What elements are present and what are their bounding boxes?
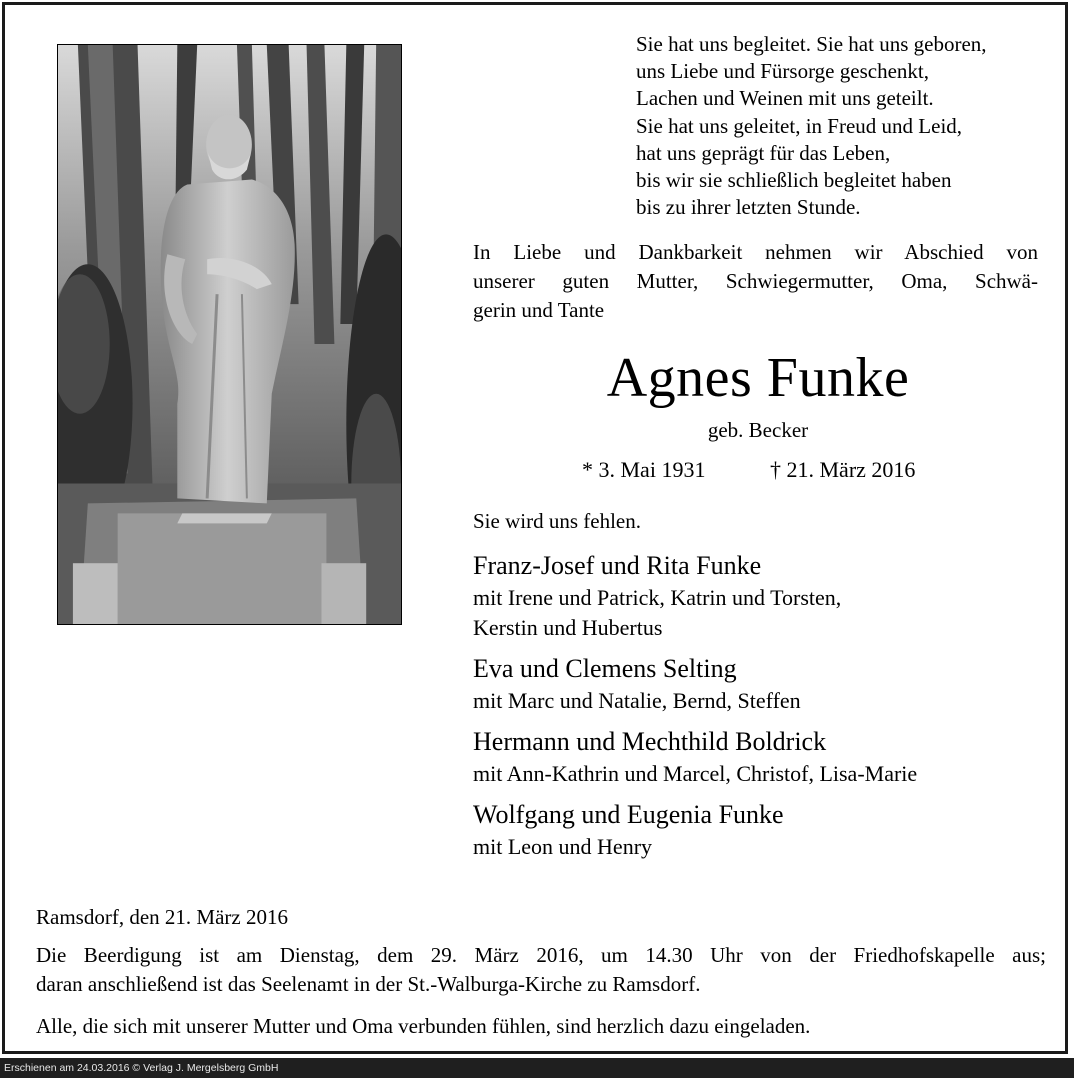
poem-line: bis wir sie schließlich begleitet haben: [636, 168, 952, 193]
funeral-info: [36, 941, 1046, 999]
family-head: Eva und Clemens Selting: [473, 654, 737, 683]
intro-line: In Liebe und Dankbarkeit nehmen wir Abschied von: [473, 240, 1038, 264]
poem-line: Sie hat uns begleitet. Sie hat uns geboren,: [636, 32, 987, 56]
saint-statue-photo: [57, 44, 402, 625]
farewell-intro: [473, 238, 1038, 325]
poem-line: Sie hat uns geleitet, in Freud und Leid,: [636, 113, 963, 138]
family-group: [473, 725, 1053, 789]
family-head: Hermann und Mechthild Boldrick: [473, 727, 827, 756]
poem-line: uns Liebe und Fürsorge geschenkt,: [636, 59, 929, 84]
intro-line: gerin und Tante: [473, 298, 605, 322]
death-date: † 21. März 2016: [770, 457, 916, 482]
memorial-poem: [636, 31, 1056, 221]
mourners-list: [473, 549, 1053, 871]
invitation-text: Alle, die sich mit unserer Mutter und Oma verbunden fühlen, sind herzlich dazu eingeladen.: [36, 1014, 811, 1038]
family-members: mit Leon und Henry: [473, 834, 653, 859]
missed-text: Sie wird uns fehlen.: [473, 509, 641, 533]
funeral-line: Die Beerdigung ist am Dienstag, dem 29. März 2016, um 14.30 Uhr von der Friedhofskapelle aus;: [36, 943, 1046, 967]
maiden-name: geb. Becker: [707, 418, 809, 442]
poem-line: bis zu ihrer letzten Stunde.: [636, 195, 861, 220]
poem-line: Lachen und Weinen mit uns geteilt.: [636, 86, 934, 111]
family-group: [473, 652, 1053, 716]
deceased-name: Agnes Funke: [606, 347, 910, 409]
family-members: mit Irene und Patrick, Katrin und Torsten,: [473, 585, 842, 610]
birth-date: * 3. Mai 1931: [582, 457, 706, 482]
family-members: Kerstin und Hubertus: [473, 615, 663, 640]
publication-footer: Erschienen am 24.03.2016 © Verlag J. Mergelsberg GmbH: [0, 1058, 1074, 1078]
family-head: Franz-Josef und Rita Funke: [473, 551, 762, 580]
family-group: [473, 549, 1053, 643]
family-members: mit Ann-Kathrin und Marcel, Christof, Lisa-Marie: [473, 761, 918, 786]
place-date: Ramsdorf, den 21. März 2016: [36, 905, 288, 929]
poem-line: hat uns geprägt für das Leben,: [636, 140, 891, 165]
statue-image: [58, 45, 401, 624]
family-head: Wolfgang und Eugenia Funke: [473, 800, 784, 829]
funeral-line: daran anschließend ist das Seelenamt in der St.-Walburga-Kirche zu Ramsdorf.: [36, 972, 701, 996]
family-members: mit Marc und Natalie, Bernd, Steffen: [473, 688, 801, 713]
family-group: [473, 798, 1053, 862]
intro-line: unserer guten Mutter, Schwiegermutter, Oma, Schwä-: [473, 269, 1038, 293]
